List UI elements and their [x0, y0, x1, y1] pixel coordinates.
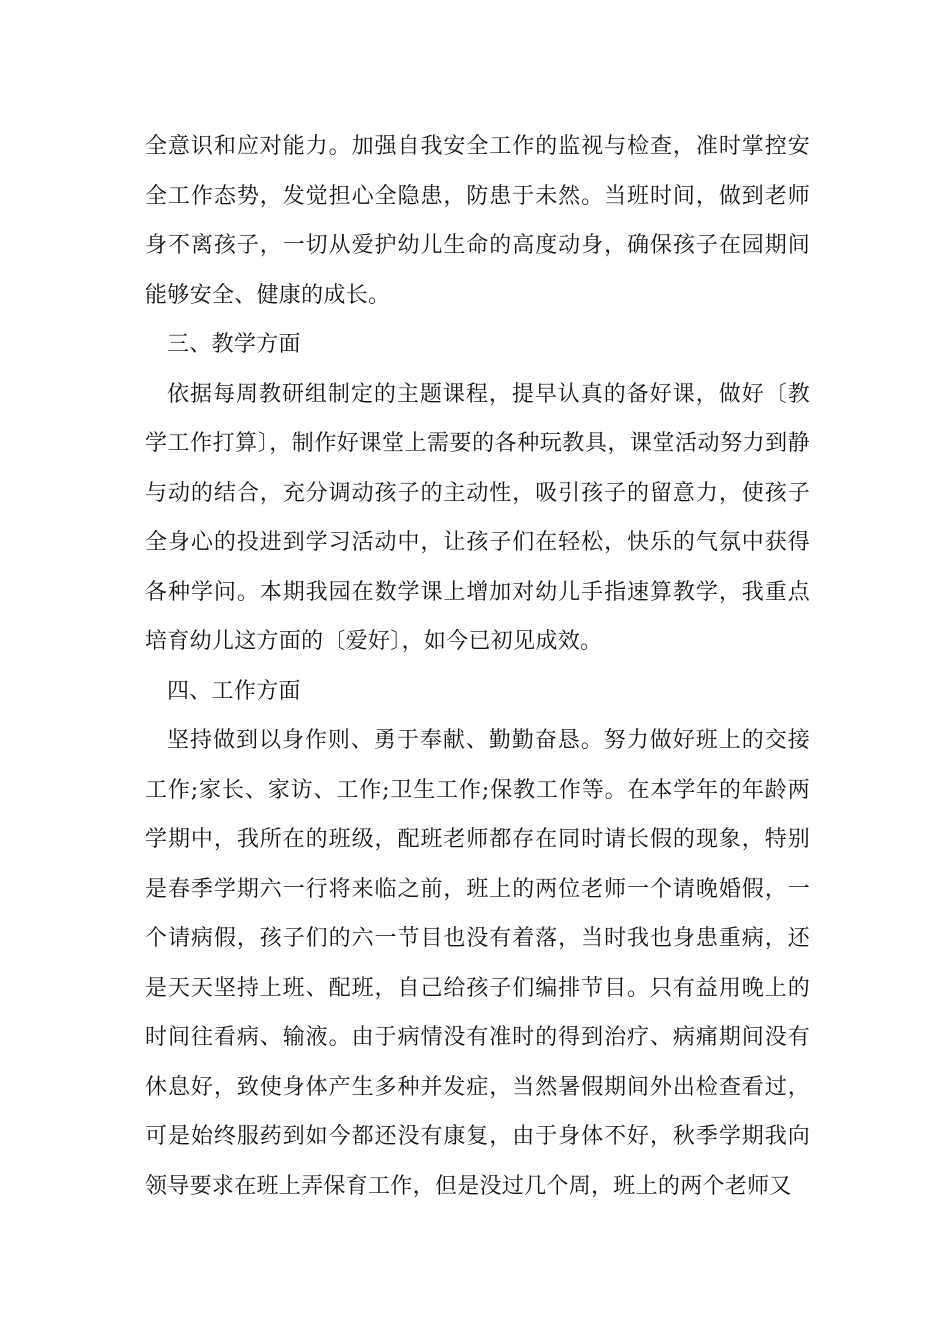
paragraph-safety-continuation: 全意识和应对能力。加强自我安全工作的监视与检查，准时掌控安全工作态势，发觉担心全隐患，防患于未然。当班时间，做到老师身不离孩子，一切从爱护幼儿生命的高度动身，确保孩子在园期间能够安全、健康的成长。 — [145, 134, 810, 308]
paragraph-work: 坚持做到以身作则、勇于奉献、勤勤奋恳。努力做好班上的交接工作;家长、家访、工作;卫生工作;保教工作等。在本学年的年龄两学期中，我所在的班级，配班老师都存在同时请长假的现象，特别是春季学期六一行将来临之前，班上的两位老师一个请晚婚假，一个请病假，孩子们的六一节目也没有着落，当时我也身患重病，还是天天坚持上班、配班，自己给孩子们编排节目。只有益用晚上的时间往看病、输液。由于病情没有准时的得到治疗、病痛期间没有休息好，致使身体产生多种并发症，当然暑假期间外出检查看过，可是始终服药到如今都还没有康复，由于身体不好，秋季学期我向领导要求在班上弄保育工作，但是没过几个周，班上的两个老师又 — [145, 728, 810, 1199]
paragraph-teaching: 依据每周教研组制定的主题课程，提早认真的备好课，做好〔教学工作打算〕，制作好课堂上需要的各种玩教具，课堂活动努力到静与动的结合，充分调动孩子的主动性，吸引孩子的留意力，使孩子全身心的投进到学习活动中，让孩子们在轻松，快乐的气氛中获得各种学问。本期我园在数学课上增加对幼儿手指速算教学，我重点培育幼儿这方面的〔爱好〕，如今已初见成效。 — [145, 381, 810, 654]
document-body — [145, 122, 810, 1211]
section-heading-teaching: 三、教学方面 — [167, 332, 301, 357]
section-heading-work: 四、工作方面 — [167, 678, 301, 704]
